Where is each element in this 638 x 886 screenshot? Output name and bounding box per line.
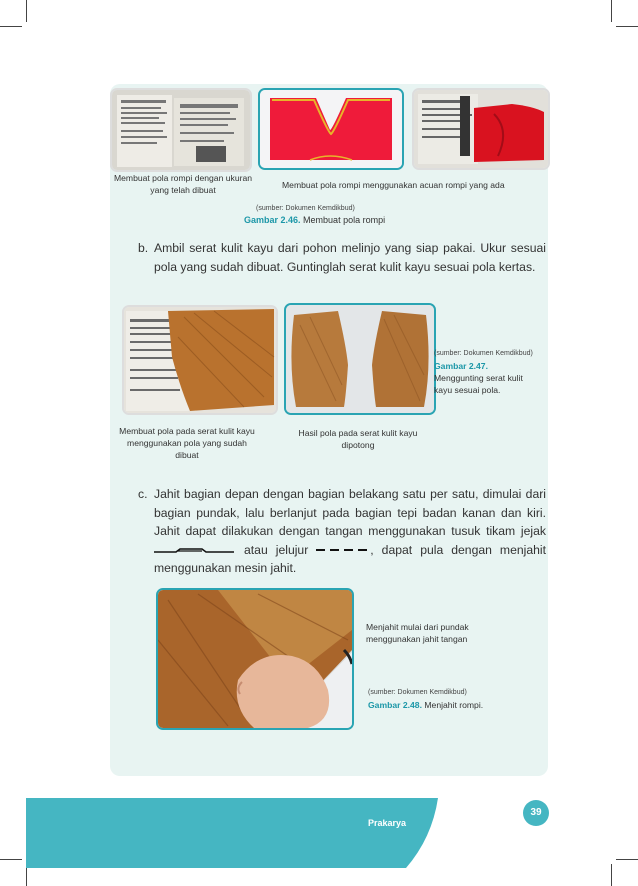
step-b-letter: b. xyxy=(138,241,149,255)
fig246-source: (sumber: Dokumen Kemdikbud) xyxy=(256,205,355,212)
fig247-label: Gambar 2.47. xyxy=(434,361,488,371)
crop-mark xyxy=(616,26,638,27)
step-b-text: Ambil serat kulit kayu dari pohon melinjo yang siap pakai. Ukur sesuai pola yang sudah dibuat. Guntinglah serat kulit kayu sesuai pola kertas. xyxy=(154,241,546,274)
footer-subject: Prakarya xyxy=(368,818,407,828)
fig248-caption-text: Menjahit mulai dari pundak menggunakan jahit tangan xyxy=(366,622,469,644)
photo-newspaper-pattern xyxy=(110,88,252,172)
fig246-caption-right: Membuat pola rompi menggunakan acuan rompi yang ada xyxy=(282,180,505,190)
crop-mark xyxy=(0,859,22,860)
step-b xyxy=(138,239,546,276)
fig248-title: Menjahit rompi. xyxy=(424,700,484,710)
fig247-source: (sumber: Dokumen Kemdikbud) xyxy=(434,350,533,357)
photo-hand-sewing xyxy=(156,588,354,730)
crop-mark xyxy=(611,0,612,22)
crop-mark xyxy=(26,0,27,22)
step-c-text-1: Jahit bagian depan dengan bagian belakang satu per satu, dimulai dari bagian pundak, lalu berlanjut pada bagian tepi badan kanan dan kiri. Jahit dapat dilakukan dengan tangan menggunakan tusuk tikam jejak xyxy=(154,487,546,538)
fig248-source: (sumber: Dokumen Kemdikbud) xyxy=(368,689,467,696)
step-c-text-2: atau jelujur xyxy=(244,542,309,557)
fig246-caption xyxy=(244,214,385,226)
step-c xyxy=(138,485,546,578)
fig247-title: Menggunting serat kulit kayu sesuai pola. xyxy=(434,373,523,395)
photo-red-vest xyxy=(258,88,404,170)
photo-vest-on-newspaper xyxy=(412,88,550,170)
fig246-title: Membuat pola rompi xyxy=(303,215,386,225)
fig247-caption-left: Membuat pola pada serat kulit kayu menggunakan pola yang sudah dibuat xyxy=(119,426,255,460)
step-c-text-3: , dapat pula dengan menjahit menggunakan mesin jahit. xyxy=(154,542,546,575)
page-number: 39 xyxy=(523,800,549,826)
photo-bark-on-newspaper xyxy=(122,305,278,415)
crop-mark xyxy=(611,864,612,886)
fig246-label: Gambar 2.46. xyxy=(244,215,301,225)
fig246-caption-left: Membuat pola rompi dengan ukuran yang telah dibuat xyxy=(113,173,253,195)
photo-cut-bark-vest xyxy=(284,303,436,415)
running-stitch-icon xyxy=(316,547,370,553)
fig248-label: Gambar 2.48. xyxy=(368,700,422,710)
fig248-caption xyxy=(368,687,518,711)
footer-bar xyxy=(26,798,438,870)
crop-mark xyxy=(616,859,638,860)
crop-mark xyxy=(0,26,22,27)
backstitch-icon xyxy=(154,546,236,554)
step-c-letter: c. xyxy=(138,487,148,501)
fig247-caption-mid: Hasil pola pada serat kulit kayu dipotong xyxy=(298,428,418,450)
fig247-caption xyxy=(434,348,542,396)
